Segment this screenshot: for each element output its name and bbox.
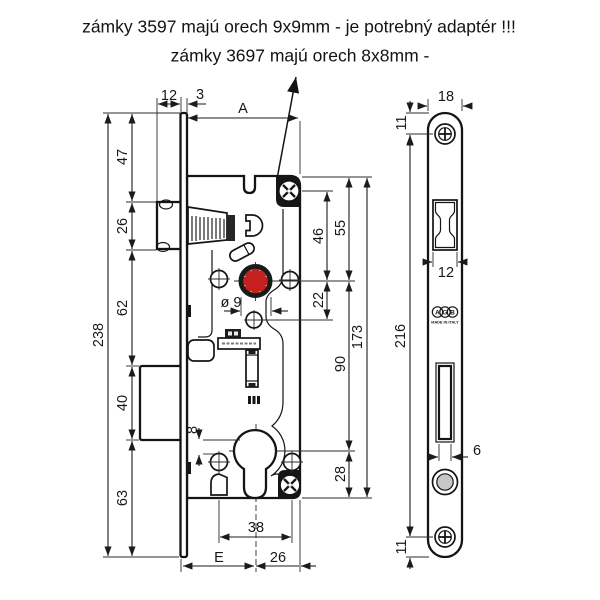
dim-latch-to-bolt: 62 [114,299,131,317]
dim-case-depth: 26 [269,549,287,566]
dim-projection: 12 [160,87,178,104]
bolt-slot [246,350,258,387]
dim-latch-height: 26 [114,217,131,235]
plate-tab-upper [187,305,192,317]
dim-bolt-opening: 6 [472,442,482,459]
spring-cap [227,215,235,241]
dim-top-to-follower: 55 [332,219,349,237]
dim-cylinder-to-bottom: 28 [332,465,349,483]
dim-follower-to-hole: 22 [310,291,327,309]
plate-tab-lower [187,462,192,474]
dim-plate-thickness: 3 [195,86,205,103]
dim-top-to-screw: 11 [393,115,410,131]
annotation-line-1: zámky 3597 majú orech 9x9mm - je potrebný adaptér !!! [82,16,516,37]
lock-side-view [140,113,303,572]
cylinder-fixing-hole [433,470,458,495]
logo-letter-a: A [435,309,440,317]
bolt-guide-box [188,340,214,361]
dim-case-height: 173 [349,324,366,350]
bolt-opening [436,363,454,442]
dim-hole-gap: 8 [184,425,201,435]
dim-screw-to-follower: 46 [310,227,327,245]
dim-follower-to-cylinder: 90 [332,355,349,373]
dim-bolt-height: 40 [114,394,131,412]
logo-origin-text: MADE IN ITALY [431,320,459,325]
logo-letter-g: G [442,309,448,317]
faceplate-front-view [428,113,462,557]
dim-latch-opening: 12 [437,264,455,281]
faceplate-top-screw-icon [435,124,455,144]
retaining-pawl [211,474,227,495]
dim-follower-square: ø 9 [220,294,242,311]
bottom-screw-icon [280,475,300,495]
annotation-line-2: zámky 3697 majú orech 8x8mm - [170,45,430,66]
dim-plate-height: 238 [90,322,107,348]
dim-plate-width: 18 [437,88,455,105]
faceplate-bottom-screw-icon [435,527,455,547]
top-screw-icon [279,181,300,202]
logo-letter-b: B [450,309,455,317]
dim-screw-spacing-front: 216 [392,323,409,349]
latch-opening [433,200,457,250]
dim-top-to-latch: 47 [114,148,131,166]
deadbolt [140,366,182,440]
dim-width-a: A [238,100,248,117]
dim-backset: E [214,549,224,566]
dim-bolt-to-bottom: 63 [114,489,131,507]
forend-plate-side [181,113,188,557]
dim-screw-spacing: 38 [247,519,265,536]
dim-bottom-to-screw: 11 [393,539,410,555]
vent-grille [248,396,260,404]
